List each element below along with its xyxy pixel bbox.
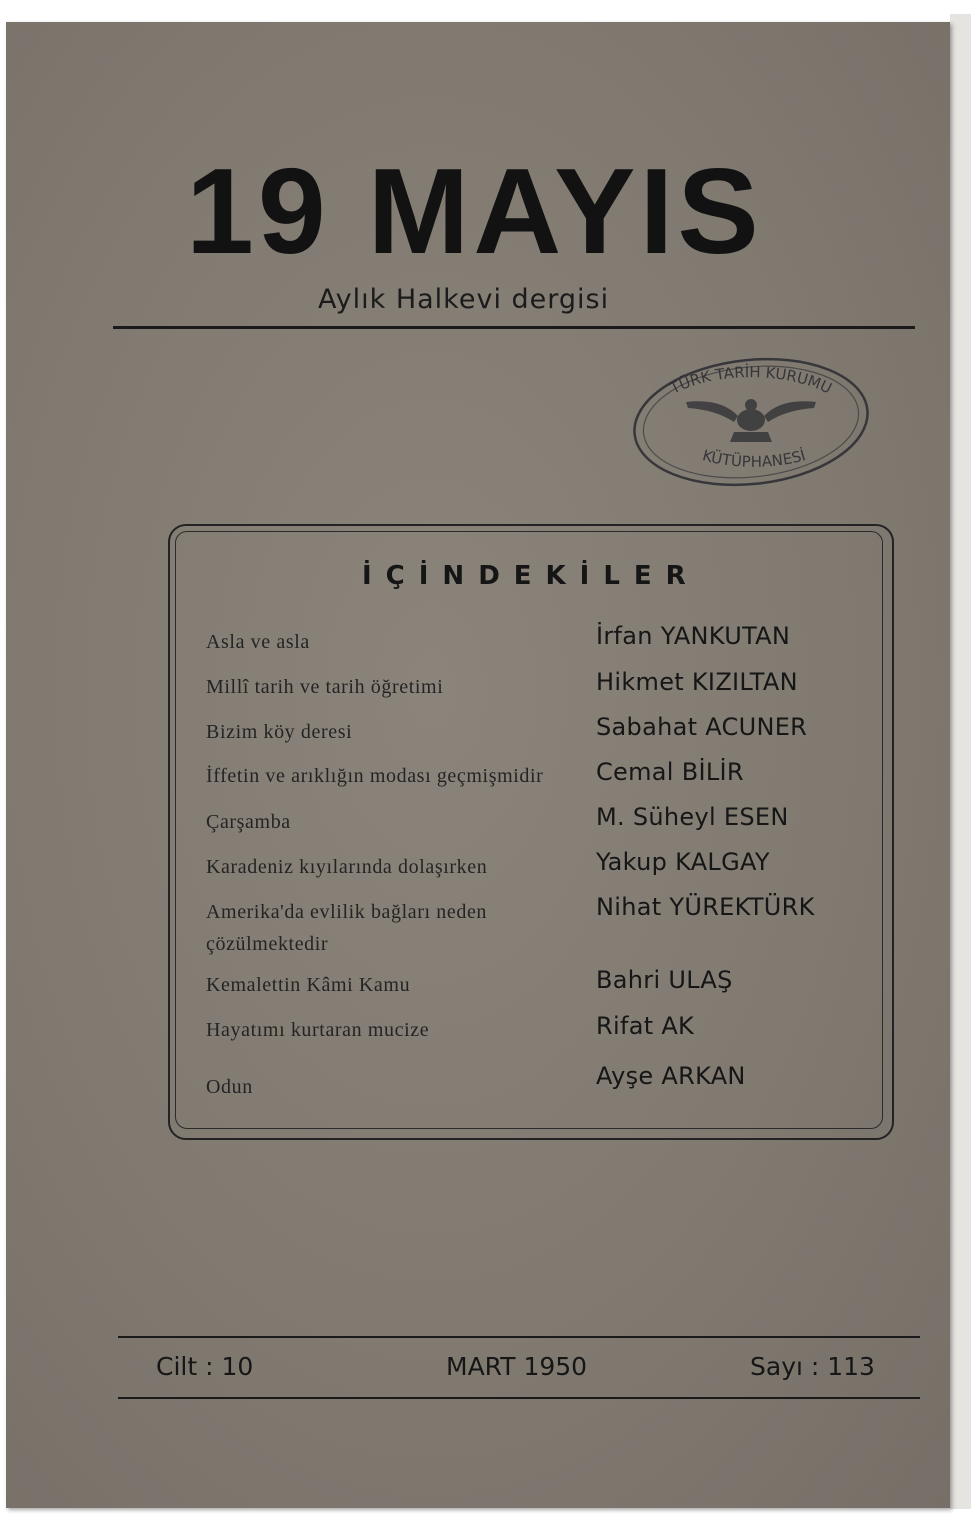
toc-entry-author: Hikmet KIZILTAN [596, 668, 798, 696]
toc-entry-author: M. Süheyl ESEN [596, 803, 789, 831]
footer-top-rule [118, 1336, 920, 1338]
toc-entry-title: Bizim köy deresi [206, 721, 353, 743]
toc-entry-author: Cemal BİLİR [596, 758, 744, 786]
toc-entry-author: Yakup KALGAY [596, 848, 770, 876]
eagle-seal-icon [686, 399, 816, 442]
toc-entry-author: Ayşe ARKAN [596, 1062, 746, 1090]
magazine-title: 19 MAYIS [186, 143, 763, 279]
toc-heading: İÇİNDEKİLER [362, 561, 700, 591]
stamp-bottom-text: KÜTÜPHANESİ [700, 446, 808, 471]
footer-bottom-rule [118, 1397, 920, 1399]
svg-text:TÜRK TARİH KURUMU [666, 362, 835, 398]
toc-entry-title: Amerika'da evlilik bağları neden çözülmektedir [206, 901, 488, 955]
toc-entry-title: Çarşamba [206, 811, 291, 833]
toc-entry-author: Sabahat ACUNER [596, 713, 808, 741]
toc-entry-author: Bahri ULAŞ [596, 966, 733, 994]
toc-entry-author: Rifat AK [596, 1012, 695, 1040]
library-stamp [626, 350, 876, 490]
toc-entry-author: Nihat YÜREKTÜRK [596, 893, 815, 921]
svg-text:KÜTÜPHANESİ [701, 445, 808, 471]
toc-entry-author: İrfan YANKUTAN [596, 622, 791, 650]
masthead-rule [113, 326, 915, 329]
toc-entry-title: Millî tarih ve tarih öğretimi [206, 676, 444, 698]
volume-label: Cilt : 10 [156, 1352, 254, 1381]
toc-entry-title: Asla ve asla [206, 631, 310, 653]
toc-entry-title: Hayatımı kurtaran mucize [206, 1019, 430, 1041]
issue-date: MART 1950 [446, 1352, 588, 1381]
stamp-top-text: TÜRK TARİH KURUMU [667, 363, 835, 398]
scan-edge-strip [950, 14, 971, 1509]
issue-number: Sayı : 113 [750, 1352, 875, 1381]
toc-entry-title: Karadeniz kıyılarında dolaşırken [206, 856, 488, 878]
toc-entry-title: Odun [206, 1076, 253, 1098]
toc-entry-title: İffetin ve arıklığın modası geçmişmidir [206, 765, 544, 787]
toc-entry-title: Kemalettin Kâmi Kamu [206, 974, 411, 996]
magazine-subtitle: Aylık Halkevi dergisi [318, 284, 610, 315]
